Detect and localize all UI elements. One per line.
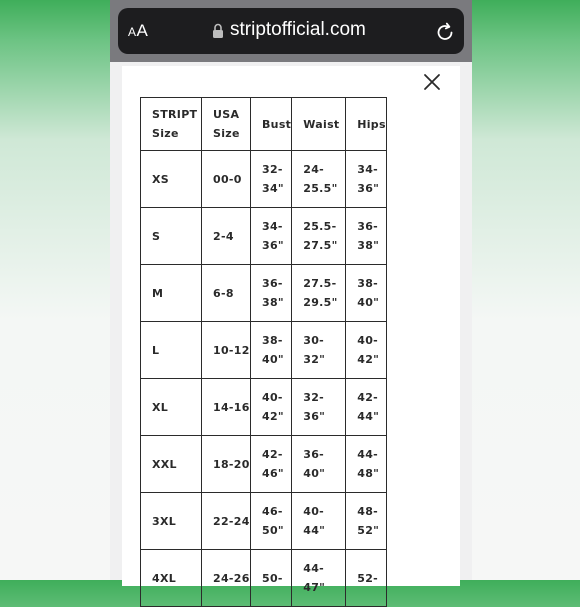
table-row <box>141 436 387 493</box>
cell-hips: 40- 42" <box>346 322 387 379</box>
cell-waist: 25.5- 27.5" <box>292 208 346 265</box>
url-text[interactable]: striptofficial.com <box>230 19 366 40</box>
browser-toolbar <box>110 0 472 62</box>
table-row <box>141 550 387 607</box>
cell-waist: 27.5- 29.5" <box>292 265 346 322</box>
cell-bust: 50- <box>251 550 292 607</box>
lock-icon <box>212 23 224 39</box>
cell-usa-size: 2-4 <box>202 208 251 265</box>
cell-stript-size: 4XL <box>141 550 202 607</box>
cell-stript-size: S <box>141 208 202 265</box>
cell-usa-size: 24-26 <box>202 550 251 607</box>
cell-usa-size: 6-8 <box>202 265 251 322</box>
cell-usa-size: 14-16 <box>202 379 251 436</box>
cell-hips: 44- 48" <box>346 436 387 493</box>
cell-bust: 46- 50" <box>251 493 292 550</box>
cell-bust: 40- 42" <box>251 379 292 436</box>
cell-usa-size: 18-20 <box>202 436 251 493</box>
text-size-button[interactable] <box>128 21 148 41</box>
header-bust: Bust <box>251 98 292 151</box>
cell-hips: 34- 36" <box>346 151 387 208</box>
cell-waist: 40-44" <box>292 493 346 550</box>
cell-bust: 38- 40" <box>251 322 292 379</box>
cell-bust: 42- 46" <box>251 436 292 493</box>
table-header-row <box>141 98 387 151</box>
cell-usa-size: 10-12 <box>202 322 251 379</box>
table-row <box>141 493 387 550</box>
size-chart-body <box>141 151 387 607</box>
phone-screen <box>110 0 472 594</box>
cell-hips: 36- 38" <box>346 208 387 265</box>
table-row <box>141 208 387 265</box>
cell-waist: 32-36" <box>292 379 346 436</box>
cell-stript-size: XXL <box>141 436 202 493</box>
cell-bust: 36- 38" <box>251 265 292 322</box>
cell-stript-size: XL <box>141 379 202 436</box>
text-size-large-a: A <box>136 21 149 40</box>
table-row <box>141 379 387 436</box>
header-usa-size: USA Size <box>202 98 251 151</box>
cell-stript-size: L <box>141 322 202 379</box>
cell-bust: 32- 34" <box>251 151 292 208</box>
close-icon[interactable] <box>422 72 442 92</box>
cell-stript-size: XS <box>141 151 202 208</box>
cell-hips: 48- 52" <box>346 493 387 550</box>
reload-icon[interactable] <box>434 20 456 42</box>
table-row <box>141 151 387 208</box>
cell-waist: 24- 25.5" <box>292 151 346 208</box>
header-waist: Waist <box>292 98 346 151</box>
cell-bust: 34- 36" <box>251 208 292 265</box>
cell-hips: 52- <box>346 550 387 607</box>
header-hips: Hips <box>346 98 387 151</box>
cell-stript-size: 3XL <box>141 493 202 550</box>
cell-stript-size: M <box>141 265 202 322</box>
table-row <box>141 265 387 322</box>
size-chart-table <box>140 97 387 607</box>
cell-waist: 44-47" <box>292 550 346 607</box>
address-bar[interactable] <box>118 8 464 54</box>
header-stript-size: STRIPT Size <box>141 98 202 151</box>
text-size-small-a: A <box>128 25 137 39</box>
cell-hips: 38- 40" <box>346 265 387 322</box>
cell-usa-size: 22-24 <box>202 493 251 550</box>
cell-hips: 42- 44" <box>346 379 387 436</box>
table-row <box>141 322 387 379</box>
cell-waist: 30-32" <box>292 322 346 379</box>
cell-usa-size: 00-0 <box>202 151 251 208</box>
cell-waist: 36-40" <box>292 436 346 493</box>
